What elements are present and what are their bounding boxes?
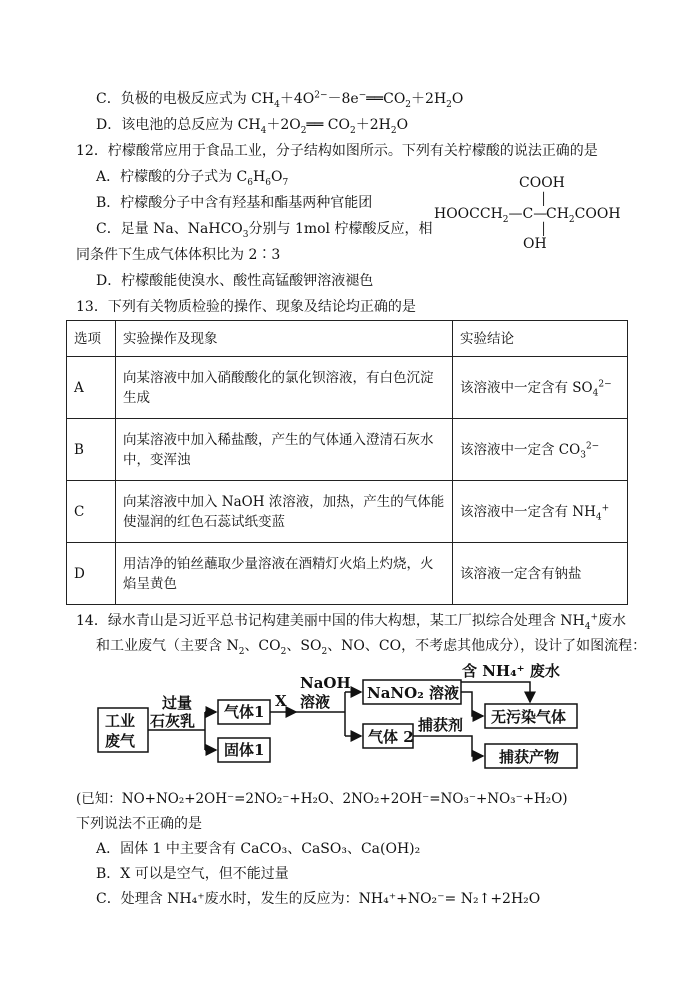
table-row [67, 357, 628, 419]
option-cell: A [67, 357, 116, 419]
operation-cell: 向某溶液中加入稀盐酸，产生的气体通入澄清石灰水 中，变浑浊 [116, 419, 453, 481]
reagent-label-1: 过量 [162, 694, 193, 712]
nh4-waste-label: 含 NH₄⁺ 废水 [462, 662, 560, 680]
clean-gas-label: 无污染气体 [491, 708, 567, 726]
q12-option-b: B．柠檬酸分子中含有羟基和酯基两种官能团 [96, 195, 373, 211]
q12-option-c-cont: 同条件下生成气体体积比为 2∶3 [76, 247, 281, 263]
captured-label: 捕获产物 [499, 748, 560, 766]
conclusion-cell: 该溶液中一定含有 $SO_4^{2-}$ [453, 357, 628, 419]
q14-known: (已知：NO+NO₂+2OH⁻=2NO₂⁻+H₂O、2NO₂+2OH⁻=NO₃⁻+NO₃⁻+H₂O) [76, 791, 568, 807]
structure-bond-top: │ [540, 192, 548, 206]
solid1-label: 固体1 [224, 741, 265, 759]
q12-stem: 12．柠檬酸常应用于食品工业，分子结构如图所示。下列有关柠檬酸的说法正确的是 [76, 143, 598, 159]
conclusion-cell: 该溶液一定含有钠盐 [453, 543, 628, 605]
operation-cell: 用洁净的铂丝蘸取少量溶液在酒精灯火焰上灼烧，火 焰呈黄色 [116, 543, 453, 605]
structure-top: COOH [519, 175, 565, 191]
conclusion-cell: 该溶液中一定含有 $NH_4^+$ [453, 481, 628, 543]
q12-option-a: A．柠檬酸的分子式为 $C_6H_6O_7$ [96, 169, 289, 188]
x-label: X [275, 692, 287, 710]
table-header: 实验操作及现象 [116, 321, 453, 357]
q14-option-a: A．固体 1 中主要含有 CaCO₃、CaSO₃、Ca(OH)₂ [96, 841, 421, 857]
table-row [67, 419, 628, 481]
operation-cell: 向某溶液中加入硝酸酸化的氯化钡溶液，有白色沉淀 生成 [116, 357, 453, 419]
table-header: 选项 [67, 321, 116, 357]
naoh-label-1: NaOH [300, 674, 351, 692]
q14-stem3: 下列说法不正确的是 [76, 816, 202, 832]
q14-stem-line1: 14．绿水青山是习近平总书记构建美丽中国的伟大构想，某工厂拟综合处理含 $NH_4^+$废水 [76, 612, 627, 632]
structure-bond-bottom: │ [540, 222, 548, 236]
table-row [67, 543, 628, 605]
gas2-label: 气体 2 [368, 728, 414, 746]
table-header: 实验结论 [453, 321, 628, 357]
option-cell: B [67, 419, 116, 481]
q11-option-c: C．负极的电极反应式为 $CH_4+4O^{2-}-8e^-══CO_2+2H_2O$ [96, 90, 464, 110]
q14-option-b: B．X 可以是空气，但不能过量 [96, 866, 289, 882]
experiment-table [66, 320, 628, 605]
q13-stem: 13．下列有关物质检验的操作、现象及结论均正确的是 [76, 299, 416, 315]
q11-option-d: D．该电池的总反应为 $CH_4+2O_2══$ $CO_2+2H_2O$ [96, 117, 409, 136]
conclusion-cell: 该溶液中一定含 $CO_3^{2-}$ [453, 419, 628, 481]
q14-option-c: C．处理含 NH₄⁺废水时，发生的反应为：NH₄⁺+NO₂⁻= N₂↑+2H₂O [96, 891, 541, 907]
capture-agent-label: 捕获剂 [418, 716, 464, 734]
operation-cell: 向某溶液中加入 NaOH 浓溶液，加热，产生的气体能 使湿润的红色石蕊试纸变蓝 [116, 481, 453, 543]
naoh-label-2: 溶液 [300, 693, 331, 711]
table-row [67, 481, 628, 543]
waste-gas-label-1: 工业 [105, 712, 136, 730]
q12-option-c: C．足量 Na、NaHCO$_3$分别与 1mol 柠檬酸反应，相 [96, 221, 433, 240]
nano2-label: NaNO₂ 溶液 [367, 684, 459, 702]
reagent-label-2: 石灰乳 [150, 712, 196, 730]
q12-option-d: D．柠檬酸能使溴水、酸性高锰酸钾溶液褪色 [96, 273, 374, 289]
structure-right: $CH_2COOH$ [546, 206, 621, 225]
structure-left: $HOOCCH_2—C—$ [434, 206, 548, 225]
table-header-row [67, 321, 628, 357]
option-cell: D [67, 543, 116, 605]
q14-stem-line2: 和工业废气（主要含 $N_2$、$CO_2$、$SO_2$、NO、CO，不考虑其他成分），设计了如图流程： [96, 638, 647, 657]
waste-gas-label-2: 废气 [105, 732, 136, 750]
gas1-label: 气体1 [224, 703, 265, 721]
structure-bottom: OH [523, 236, 547, 252]
process-flow-diagram [0, 660, 696, 780]
option-cell: C [67, 481, 116, 543]
